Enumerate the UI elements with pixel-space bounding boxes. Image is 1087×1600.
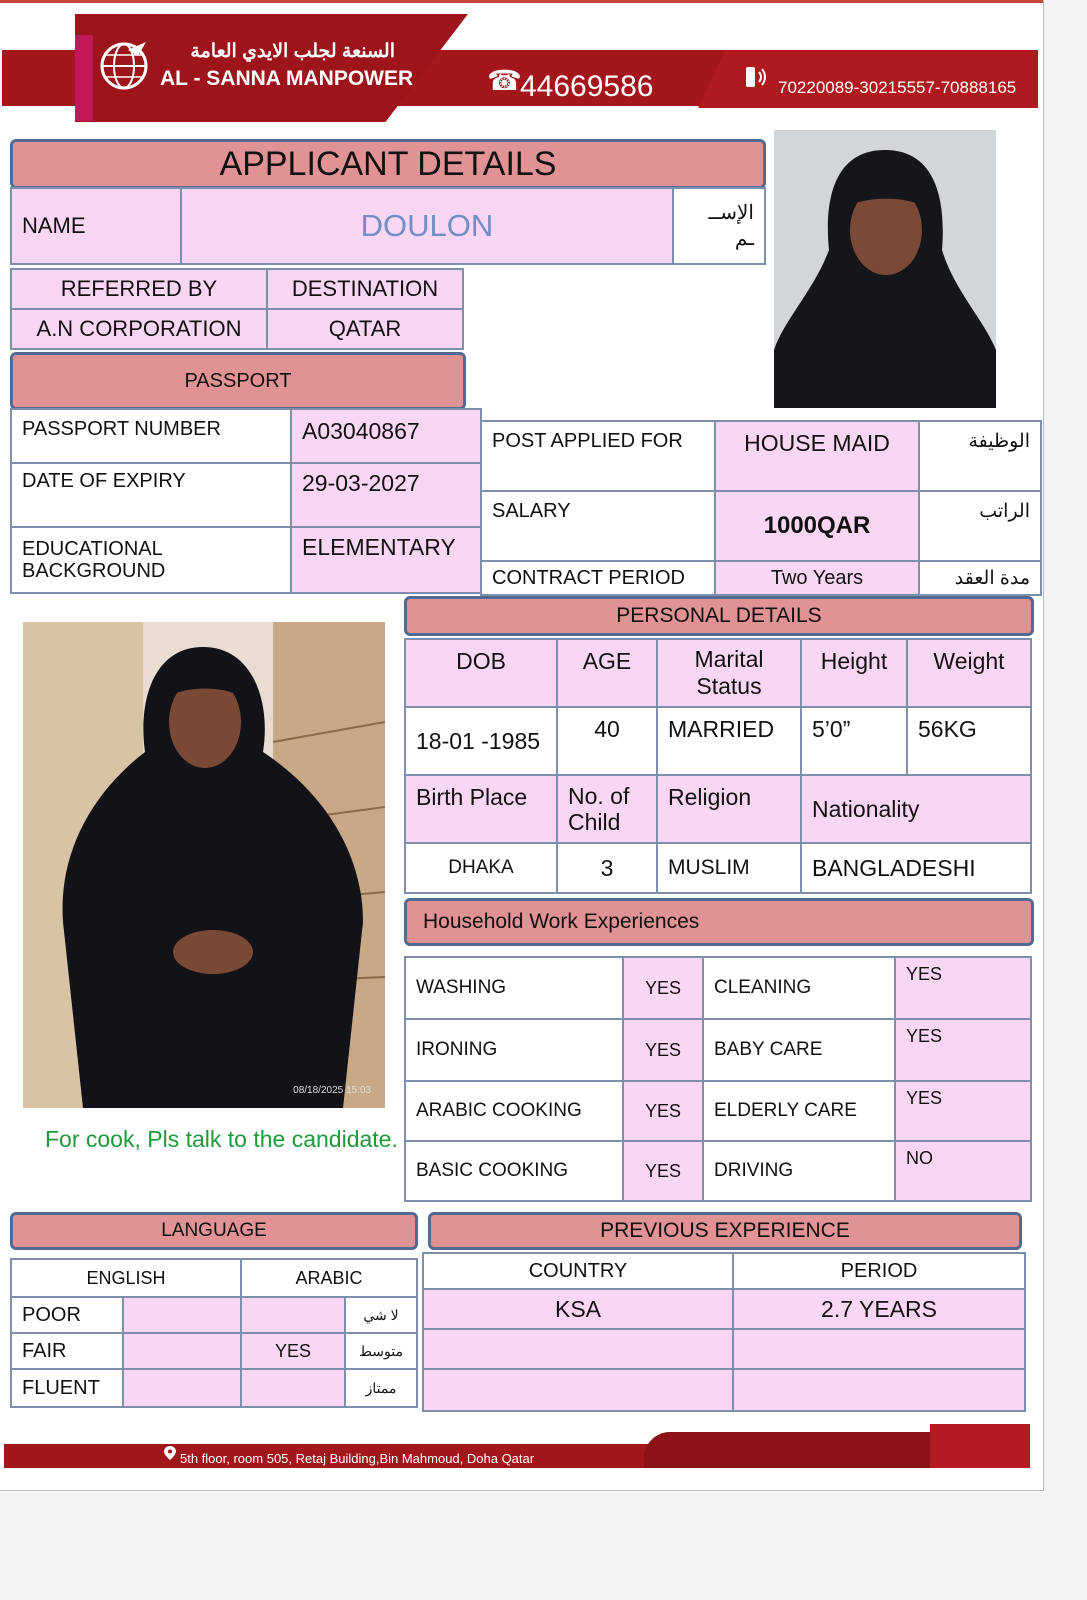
dob-label: DOB <box>404 638 558 708</box>
household-value-baby-care: YES <box>894 1018 1032 1082</box>
name-label: NAME <box>10 187 182 265</box>
height-value: 5’0” <box>800 706 908 776</box>
marital-status-value: MARRIED <box>656 706 802 776</box>
name-value: DOULON <box>180 187 674 265</box>
household-label-cleaning: CLEANING <box>702 956 896 1020</box>
salary-label: SALARY <box>480 490 716 562</box>
company-address: 5th floor, room 505, Retaj Building,Bin Mahmoud, Doha Qatar <box>180 1451 535 1466</box>
household-value-driving: NO <box>894 1140 1032 1202</box>
previous-experience-title: PREVIOUS EXPERIENCE <box>428 1212 1022 1250</box>
language-arabic-fluent <box>240 1368 346 1408</box>
education-value: ELEMENTARY <box>290 526 482 594</box>
age-value: 40 <box>556 706 658 776</box>
language-english-poor <box>122 1296 242 1334</box>
education-label: EDUCATIONAL BACKGROUND <box>10 526 292 594</box>
weight-label: Weight <box>906 638 1032 708</box>
dob-value: 18-01 -1985 <box>404 706 558 776</box>
language-english-fluent <box>122 1368 242 1408</box>
post-applied-label: POST APPLIED FOR <box>480 420 716 492</box>
salary-arabic: الراتب <box>918 490 1042 562</box>
religion-value: MUSLIM <box>656 842 802 894</box>
top-rule <box>0 0 1043 3</box>
applicant-details-title: APPLICANT DETAILS <box>10 139 766 189</box>
post-applied-arabic: الوظيفة <box>918 420 1042 492</box>
language-level-fair: FAIR <box>10 1332 124 1370</box>
date-of-expiry-value: 29-03-2027 <box>290 462 482 528</box>
previous-country-2 <box>422 1328 734 1370</box>
destination-label: DESTINATION <box>266 268 464 310</box>
marital-status-label: Marital Status <box>656 638 802 708</box>
phone-number: 44669586 <box>520 70 654 103</box>
previous-period-label: PERIOD <box>732 1252 1026 1290</box>
household-title: Household Work Experiences <box>404 898 1034 946</box>
household-value-arabic-cooking: YES <box>622 1080 704 1142</box>
height-label: Height <box>800 638 908 708</box>
household-value-ironing: YES <box>622 1018 704 1082</box>
previous-country-3 <box>422 1368 734 1412</box>
referred-by-value: A.N CORPORATION <box>10 308 268 350</box>
weight-value: 56KG <box>906 706 1032 776</box>
previous-period-3 <box>732 1368 1026 1412</box>
personal-details-title: PERSONAL DETAILS <box>404 596 1034 636</box>
birthplace-value: DHAKA <box>404 842 558 894</box>
post-applied-value: HOUSE MAID <box>714 420 920 492</box>
previous-period-2 <box>732 1328 1026 1370</box>
mobile-numbers: 70220089-30215557-70888165 <box>778 78 1017 97</box>
language-arabic-level-fair: متوسط <box>344 1332 418 1370</box>
previous-country-label: COUNTRY <box>422 1252 734 1290</box>
phone-icon: ☎ <box>487 65 522 96</box>
header-stripe <box>75 35 93 121</box>
children-label: No. of Child <box>556 774 658 844</box>
previous-period-1: 2.7 YEARS <box>732 1288 1026 1330</box>
household-label-driving: DRIVING <box>702 1140 896 1202</box>
contract-period-value: Two Years <box>714 560 920 596</box>
children-value: 3 <box>556 842 658 894</box>
name-arabic-label: الإســ ـم <box>672 187 766 265</box>
applicant-full-photo <box>23 622 385 1108</box>
cook-note: For cook, Pls talk to the candidate. <box>45 1126 398 1152</box>
contract-period-label: CONTRACT PERIOD <box>480 560 716 596</box>
religion-label: Religion <box>656 774 802 844</box>
language-english-label: ENGLISH <box>10 1258 242 1298</box>
household-value-cleaning: YES <box>894 956 1032 1020</box>
destination-value: QATAR <box>266 308 464 350</box>
language-arabic-level-fluent: ممتاز <box>344 1368 418 1408</box>
passport-number-value: A03040867 <box>290 408 482 464</box>
language-title: LANGUAGE <box>10 1212 418 1250</box>
nationality-value: BANGLADESHI <box>800 842 1032 894</box>
household-value-elderly-care: YES <box>894 1080 1032 1142</box>
household-label-elderly-care: ELDERLY CARE <box>702 1080 896 1142</box>
photo-timestamp: 08/18/2025 15:03 <box>293 1085 371 1096</box>
salary-value: 1000QAR <box>714 490 920 562</box>
language-arabic-poor <box>240 1296 346 1334</box>
language-arabic-label: ARABIC <box>240 1258 418 1298</box>
language-level-fluent: FLUENT <box>10 1368 124 1408</box>
language-arabic-level-poor: لا شي <box>344 1296 418 1334</box>
household-label-ironing: IRONING <box>404 1018 624 1082</box>
footer-accent-block <box>930 1424 1030 1468</box>
household-label-basic-cooking: BASIC COOKING <box>404 1140 624 1202</box>
household-label-arabic-cooking: ARABIC COOKING <box>404 1080 624 1142</box>
company-name: AL - SANNA MANPOWER <box>160 67 414 90</box>
referred-by-label: REFERRED BY <box>10 268 268 310</box>
language-english-fair <box>122 1332 242 1370</box>
language-arabic-fair: YES <box>240 1332 346 1370</box>
language-level-poor: POOR <box>10 1296 124 1334</box>
location-icon <box>164 1446 176 1460</box>
previous-country-1: KSA <box>422 1288 734 1330</box>
contract-period-arabic: مدة العقد <box>918 560 1042 596</box>
household-value-basic-cooking: YES <box>622 1140 704 1202</box>
company-arabic-name: السنعة لجلب الايدي العامة <box>190 41 395 62</box>
applicant-portrait-photo <box>774 130 996 408</box>
household-value-washing: YES <box>622 956 704 1020</box>
household-label-washing: WASHING <box>404 956 624 1020</box>
mobile-icon <box>744 64 768 92</box>
nationality-label: Nationality <box>800 774 1032 844</box>
birthplace-label: Birth Place <box>404 774 558 844</box>
company-logo <box>98 40 150 92</box>
date-of-expiry-label: DATE OF EXPIRY <box>10 462 292 528</box>
passport-number-label: PASSPORT NUMBER <box>10 408 292 464</box>
household-label-baby-care: BABY CARE <box>702 1018 896 1082</box>
age-label: AGE <box>556 638 658 708</box>
passport-title: PASSPORT <box>10 352 466 410</box>
